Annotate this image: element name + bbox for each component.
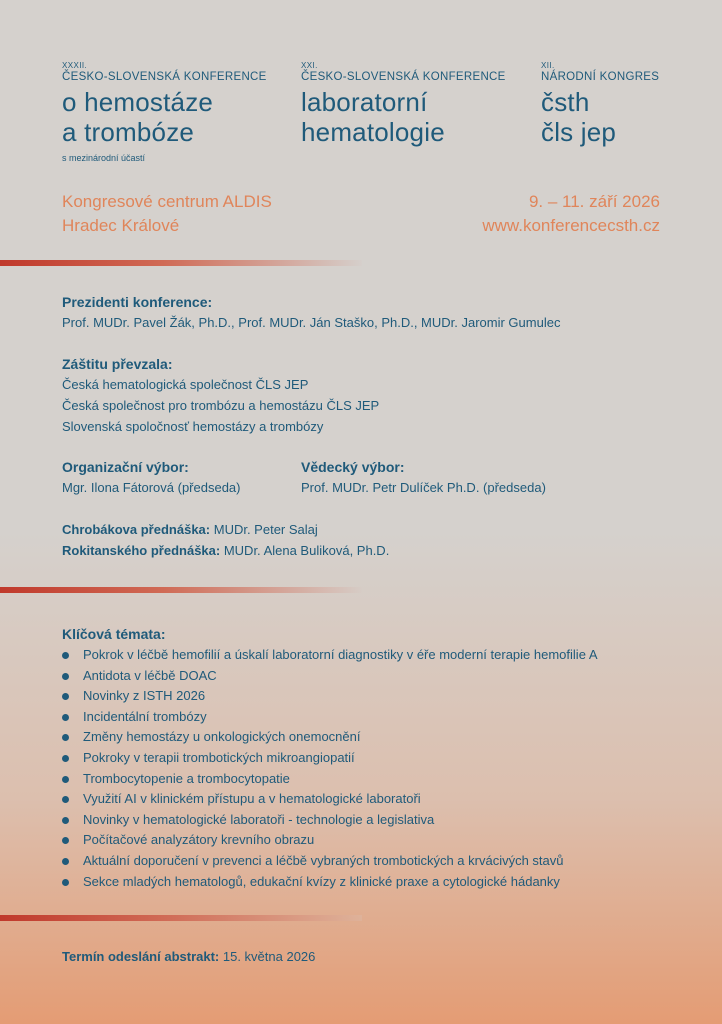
lectures-section — [62, 519, 389, 561]
rokitansky-lecture-label: Rokitanského přednáška: — [62, 543, 221, 558]
topic-item: Novinky v hematologické laboratoři - technologie a legislativa — [62, 810, 682, 831]
conference-2-number: XXI. — [301, 61, 318, 70]
topic-item: Změny hemostázy u onkologických onemocnění — [62, 727, 682, 748]
patronage-heading: Záštitu převzala: — [62, 356, 173, 372]
presidents-heading: Prezidenti konference: — [62, 294, 213, 310]
conference-1-name: ČESKO-SLOVENSKÁ KONFERENCE — [62, 71, 267, 83]
topic-item: Počítačové analyzátory krevního obrazu — [62, 830, 682, 851]
congress-3-title-line1: čsth — [541, 87, 590, 117]
topic-item: Pokroky v terapii trombotických mikroangiopatií — [62, 748, 682, 769]
topic-item: Využití AI v klinickém přístupu a v hematologické laboratoři — [62, 789, 682, 810]
patronage-item: Česká společnost pro trombózu a hemostázu ČLS JEP — [62, 398, 380, 413]
divider-rule-1 — [0, 260, 362, 266]
congress-3-name: NÁRODNÍ KONGRES — [541, 71, 660, 83]
topic-item: Trombocytopenie a trombocytopatie — [62, 769, 682, 790]
divider-rule-2 — [0, 587, 362, 593]
topics-heading: Klíčová témata: — [62, 626, 166, 642]
bullet-icon — [62, 714, 69, 721]
venue-city: Hradec Králové — [62, 216, 180, 235]
venue-block — [62, 190, 272, 238]
deadline-label: Termín odeslání abstrakt: — [62, 949, 220, 964]
bullet-icon — [62, 776, 69, 783]
topic-item: Aktuální doporučení v prevenci a léčbě vybraných trombotických a krvácivých stavů — [62, 851, 682, 872]
conference-1-title-line2: a trombóze — [62, 117, 195, 147]
congress-3-number: XII. — [541, 61, 555, 70]
congress-3-title-line2: čls jep — [541, 117, 617, 147]
patronage-section — [62, 354, 379, 437]
website-link[interactable]: www.konferencecsth.cz — [482, 216, 660, 235]
conference-1-title-line1: o hemostáze — [62, 87, 214, 117]
bullet-icon — [62, 673, 69, 680]
scientific-heading: Vědecký výbor: — [301, 459, 405, 475]
conference-1 — [62, 60, 267, 163]
scientific-text: Prof. MUDr. Petr Dulíček Ph.D. (předseda) — [301, 480, 546, 495]
congress-3 — [541, 60, 659, 147]
chrobak-lecture-label: Chrobákova přednáška: — [62, 522, 211, 537]
deadline-date: 15. května 2026 — [222, 949, 316, 964]
conference-2-title-line2: hematologie — [301, 117, 445, 147]
organizing-committee — [62, 457, 240, 498]
conference-1-number: XXXII. — [62, 61, 88, 70]
chrobak-lecture-name: MUDr. Peter Salaj — [213, 522, 318, 537]
bullet-icon — [62, 817, 69, 824]
patronage-item: Slovenská spoločnosť hemostázy a trombózy — [62, 419, 324, 434]
bullet-icon — [62, 652, 69, 659]
topic-item: Novinky z ISTH 2026 — [62, 686, 682, 707]
topics-section — [62, 624, 682, 892]
patronage-item: Česká hematologická společnost ČLS JEP — [62, 377, 309, 392]
topic-item: Incidentální trombózy — [62, 707, 682, 728]
abstract-deadline — [62, 946, 315, 967]
conference-2-title-line1: laboratorní — [301, 87, 428, 117]
presidents-names: Prof. MUDr. Pavel Žák, Ph.D., Prof. MUDr. Ján Staško, Ph.D., MUDr. Jaromir Gumulec — [62, 315, 561, 330]
event-date: 9. – 11. září 2026 — [528, 192, 660, 211]
topic-item: Sekce mladých hematologů, edukační kvízy z klinické praxe a cytologické hádanky — [62, 872, 682, 893]
bullet-icon — [62, 858, 69, 865]
rokitansky-lecture-name: MUDr. Alena Buliková, Ph.D. — [223, 543, 390, 558]
bullet-icon — [62, 734, 69, 741]
scientific-committee — [301, 457, 546, 498]
presidents-section — [62, 292, 560, 333]
bullet-icon — [62, 693, 69, 700]
organizing-text: Mgr. Ilona Fátorová (předseda) — [62, 480, 241, 495]
topic-item: Pokrok v léčbě hemofilií a úskalí laboratorní diagnostiky v éře moderní terapie hemofilie A — [62, 645, 682, 666]
bullet-icon — [62, 755, 69, 762]
bullet-icon — [62, 879, 69, 886]
divider-rule-3 — [0, 915, 362, 921]
conference-2 — [301, 60, 506, 147]
conference-1-note: s mezinárodní účastí — [62, 153, 146, 163]
bullet-icon — [62, 796, 69, 803]
topic-item: Antidota v léčbě DOAC — [62, 666, 682, 687]
venue-place: Kongresové centrum ALDIS — [62, 192, 272, 211]
date-url-block — [482, 190, 660, 238]
bullet-icon — [62, 837, 69, 844]
conference-2-name: ČESKO-SLOVENSKÁ KONFERENCE — [301, 71, 506, 83]
topics-list — [62, 645, 682, 892]
organizing-heading: Organizační výbor: — [62, 459, 189, 475]
